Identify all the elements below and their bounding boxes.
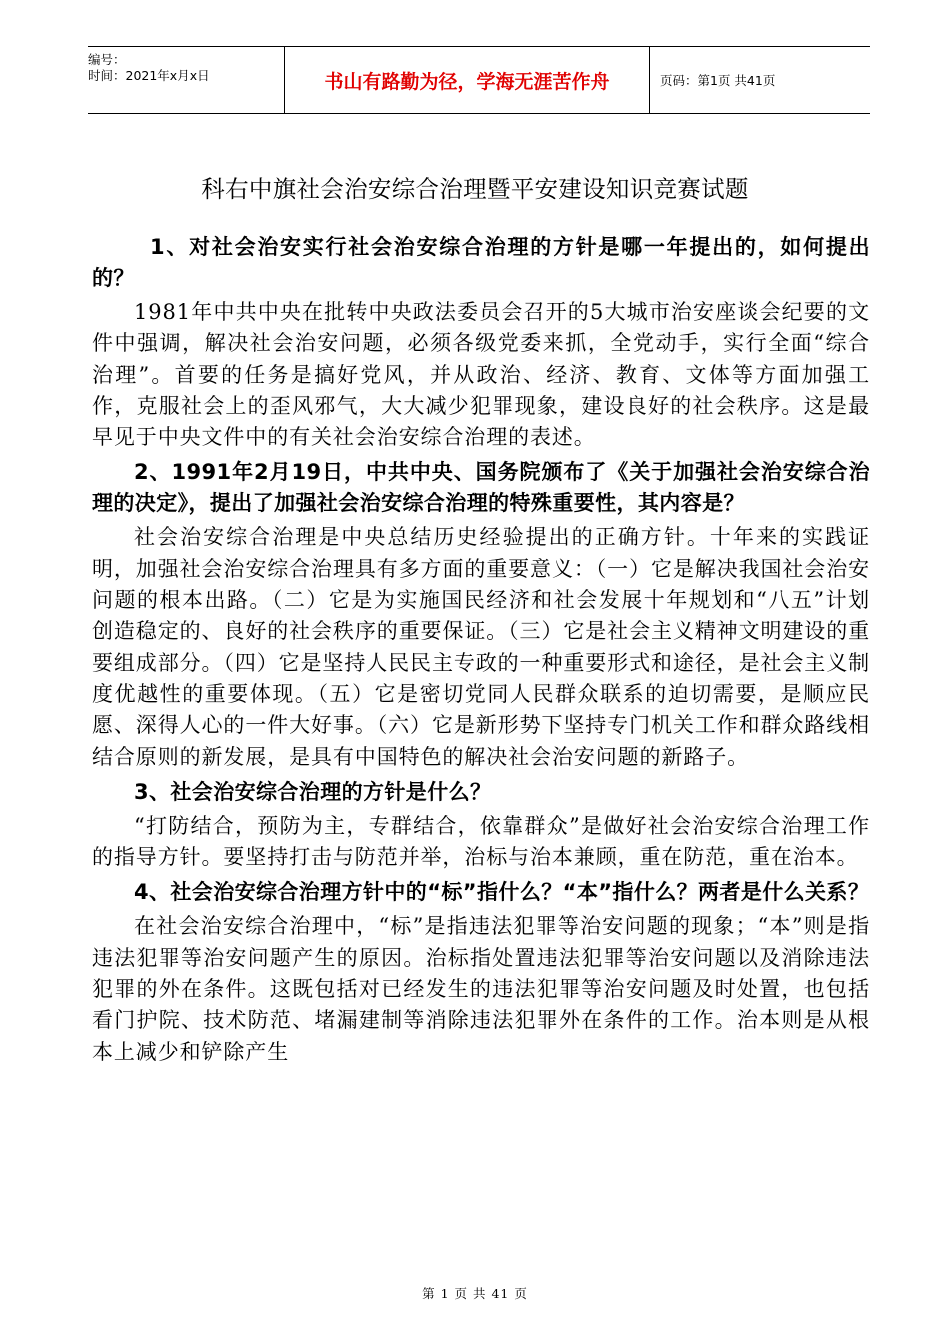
question-1: 1、对社会治安实行社会治安综合治理的方针是哪一年提出的，如何提出的？: [92, 235, 870, 290]
question-2: 2、1991年2月19日，中共中央、国务院颁布了《关于加强社会治安综合治理的决定》，提出了加强社会治安综合治理的特殊重要性，其内容是？: [92, 460, 870, 516]
answer-2: 社会治安综合治理是中央总结历史经验提出的正确方针。十年来的实践证明，加强社会治安综合治理具有多方面的重要意义：（一）它是解决我国社会治安问题的根本出路。（二）它是为实施国民经济和社会发展十年规划和“八五”计划创造稳定的、良好的社会秩序的重要保证。（三）它是社会主义精神文明建设的重要组成部分。（四）它是坚持人民民主专政的一种重要形式和途径，是社会主义制度优越性的重要体现。（五）它是密切党同人民群众联系的迫切需要，是顺应民愿、深得人心的一件大好事。（六）它是新形势下坚持专门机关工作和群众路线相结合原则的新发展，是具有中国特色的解决社会治安问题的新路子。: [92, 525, 870, 769]
header-page-info: 页码：第1页 共41页: [660, 73, 776, 88]
page-footer: 第 1 页 共 41 页: [422, 1286, 528, 1301]
header-number: 编号：: [88, 52, 126, 67]
answer-1: 1981年中共中央在批转中央政法委员会召开的5大城市治安座谈会纪要的文件中强调，解决社会治安问题，必须各级党委来抓，全党动手，实行全面“综合治理”。首要的任务是搞好党风，并从政治、经济、教育、文体等方面加强工作，克服社会上的歪风邪气，大大减少犯罪现象，建设良好的社会秩序。这是最早见于中央文件中的有关社会治安综合治理的表述。: [92, 300, 870, 450]
header-time: 时间：2021年x月x日: [88, 68, 210, 83]
header-meta: [88, 47, 284, 113]
answer-4: 在社会治安综合治理中，“标”是指违法犯罪等治安问题的现象；“本”则是指违法犯罪等治安问题产生的原因。治标指处置违法犯罪等治安问题以及消除违法犯罪的外在条件。这既包括对已经发生的违法犯罪等治安问题及时处置，也包括看门护院、技术防范、堵漏建制等消除违法犯罪外在条件的工作。治本则是从根本上减少和铲除产生: [92, 914, 870, 1064]
page-title: 科右中旗社会治安综合治理暨平安建设知识竞赛试题: [201, 175, 749, 203]
document-header: [88, 46, 870, 114]
question-3: 3、社会治安综合治理的方针是什么？: [134, 779, 492, 804]
answer-3: “打防结合，预防为主，专群结合，依靠群众”是做好社会治安综合治理工作的指导方针。要坚持打击与防范并举，治标与治本兼顾，重在防范，重在治本。: [92, 813, 870, 870]
header-motto: 书山有路勤为径，学海无涯苦作舟: [284, 47, 650, 113]
question-4: 4、社会治安综合治理方针中的“标”指什么？“本”指什么？两者是什么关系？: [134, 880, 870, 905]
document-body: [92, 232, 870, 1072]
